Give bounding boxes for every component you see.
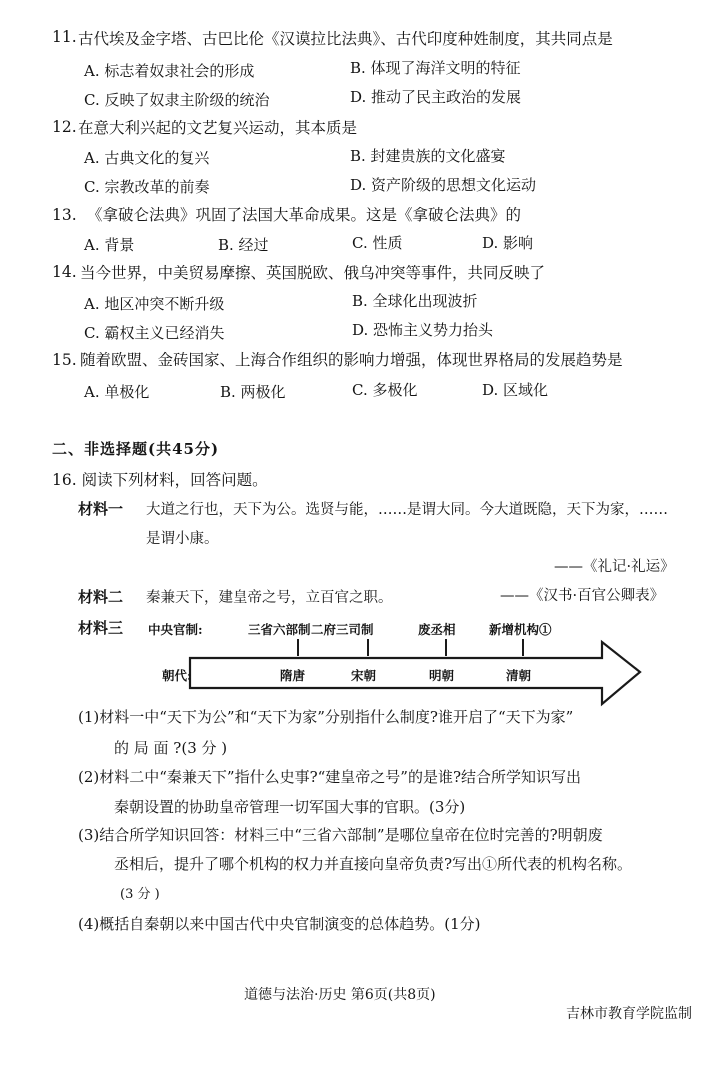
material-2-label: 材料二: [78, 588, 124, 606]
question-12-number: 12.: [52, 118, 77, 136]
sub-question-2-line-2: 秦朝设置的协助皇帝管理一切军国大事的官职。(3分): [114, 798, 466, 816]
question-14-option-c: C. 霸权主义已经消失: [84, 324, 225, 342]
question-12-option-c: C. 宗教改革的前奏: [84, 178, 210, 196]
question-12-option-d: D. 资产阶级的思想文化运动: [350, 176, 537, 194]
publisher-credit: 吉林市教育学院监制: [566, 1006, 692, 1022]
official-system-timeline: [140, 612, 650, 712]
page-footer-number: 道德与法治·历史 第6页(共8页): [244, 987, 436, 1003]
question-15-option-b: B. 两极化: [220, 383, 286, 401]
question-15-stem: 随着欧盟、金砖国家、上海合作组织的影响力增强，体现世界格局的发展趋势是: [80, 351, 623, 369]
sub-question-1-line-1: (1)材料一中“天下为公”和“天下为家”分别指什么制度?谁开启了“天下为家”: [78, 708, 574, 726]
timeline-dynasty-qing: 清朝: [506, 668, 532, 683]
timeline-dynasty-sui-tang: 隋唐: [280, 668, 306, 683]
question-13-option-d: D. 影响: [482, 234, 534, 252]
question-16-intro: 16. 阅读下列材料，回答问题。: [52, 471, 268, 489]
timeline-top-sui-tang: 三省六部制: [248, 622, 311, 637]
timeline-dynasty-ming: 明朝: [429, 668, 455, 683]
material-2-text: 秦兼天下，建皇帝之号，立百官之职。: [146, 590, 393, 606]
question-13-option-a: A. 背景: [84, 236, 135, 254]
material-2-source: ——《汉书·百官公卿表》: [500, 588, 665, 604]
sub-question-3-line-2: 丞相后，提升了哪个机构的权力并直接向皇帝负责?写出①所代表的机构名称。: [114, 855, 633, 873]
question-13-option-c: C. 性质: [352, 234, 403, 252]
question-15-option-c: C. 多极化: [352, 381, 418, 399]
timeline-label-dynasty: 朝代:: [162, 668, 192, 683]
question-13-number: 13.: [52, 206, 77, 224]
material-1-line-2: 是谓小康。: [146, 531, 219, 547]
question-15-number: 15.: [52, 351, 77, 369]
material-1-source: ——《礼记·礼运》: [554, 559, 675, 575]
question-13-stem: 《拿破仑法典》巩固了法国大革命成果。这是《拿破仑法典》的: [87, 206, 522, 224]
timeline-arrow: [190, 642, 640, 704]
question-14-number: 14.: [52, 263, 77, 281]
timeline-svg: [140, 612, 650, 712]
material-1-label: 材料一: [78, 500, 124, 518]
question-14-option-b: B. 全球化出现波折: [352, 292, 478, 310]
sub-question-2-line-1: (2)材料二中“秦兼天下”指什么史事?“建皇帝之号”的是谁?结合所学知识写出: [78, 768, 582, 786]
question-15-option-a: A. 单极化: [84, 383, 150, 401]
sub-question-3-line-1: (3)结合所学知识回答：材料三中“三省六部制”是哪位皇帝在位时完善的?明朝废: [78, 826, 603, 844]
timeline-top-song: 二府三司制: [311, 622, 374, 637]
timeline-label-central-system: 中央官制:: [148, 622, 203, 637]
question-14-stem: 当今世界，中美贸易摩擦、英国脱欧、俄乌冲突等事件，共同反映了: [80, 264, 546, 282]
section-2-title: 二、非选择题(共45分): [52, 440, 220, 458]
timeline-top-ming: 废丞相: [418, 622, 456, 637]
sub-question-4: (4)概括自秦朝以来中国古代中央官制演变的总体趋势。(1分): [78, 915, 481, 933]
question-14-option-a: A. 地区冲突不断升级: [84, 295, 225, 313]
timeline-dynasty-song: 宋朝: [351, 668, 377, 683]
question-11-stem: 古代埃及金字塔、古巴比伦《汉谟拉比法典》、古代印度种姓制度，其共同点是: [78, 30, 613, 48]
sub-question-1-line-2: 的 局 面 ?(3 分 ): [114, 739, 228, 757]
question-12-option-a: A. 古典文化的复兴: [84, 149, 210, 167]
question-12-stem: 在意大利兴起的文艺复兴运动，其本质是: [78, 119, 358, 137]
question-13-option-b: B. 经过: [218, 236, 269, 254]
question-14-option-d: D. 恐怖主义势力抬头: [352, 321, 494, 339]
question-11-option-d: D. 推动了民主政治的发展: [350, 88, 522, 106]
sub-question-3-line-3: (3 分 ): [120, 887, 160, 902]
question-11-option-a: A. 标志着奴隶社会的形成: [84, 62, 255, 80]
question-11-number: 11.: [52, 28, 77, 46]
material-3-label: 材料三: [78, 619, 124, 637]
question-11-option-c: C. 反映了奴隶主阶级的统治: [84, 91, 270, 109]
material-1-line-1: 大道之行也，天下为公。选贤与能，……是谓大同。今大道既隐，天下为家，……: [146, 502, 668, 518]
question-12-option-b: B. 封建贵族的文化盛宴: [350, 147, 506, 165]
question-15-option-d: D. 区域化: [482, 381, 549, 399]
timeline-top-qing: 新增机构①: [489, 622, 552, 637]
question-11-option-b: B. 体现了海洋文明的特征: [350, 59, 521, 77]
